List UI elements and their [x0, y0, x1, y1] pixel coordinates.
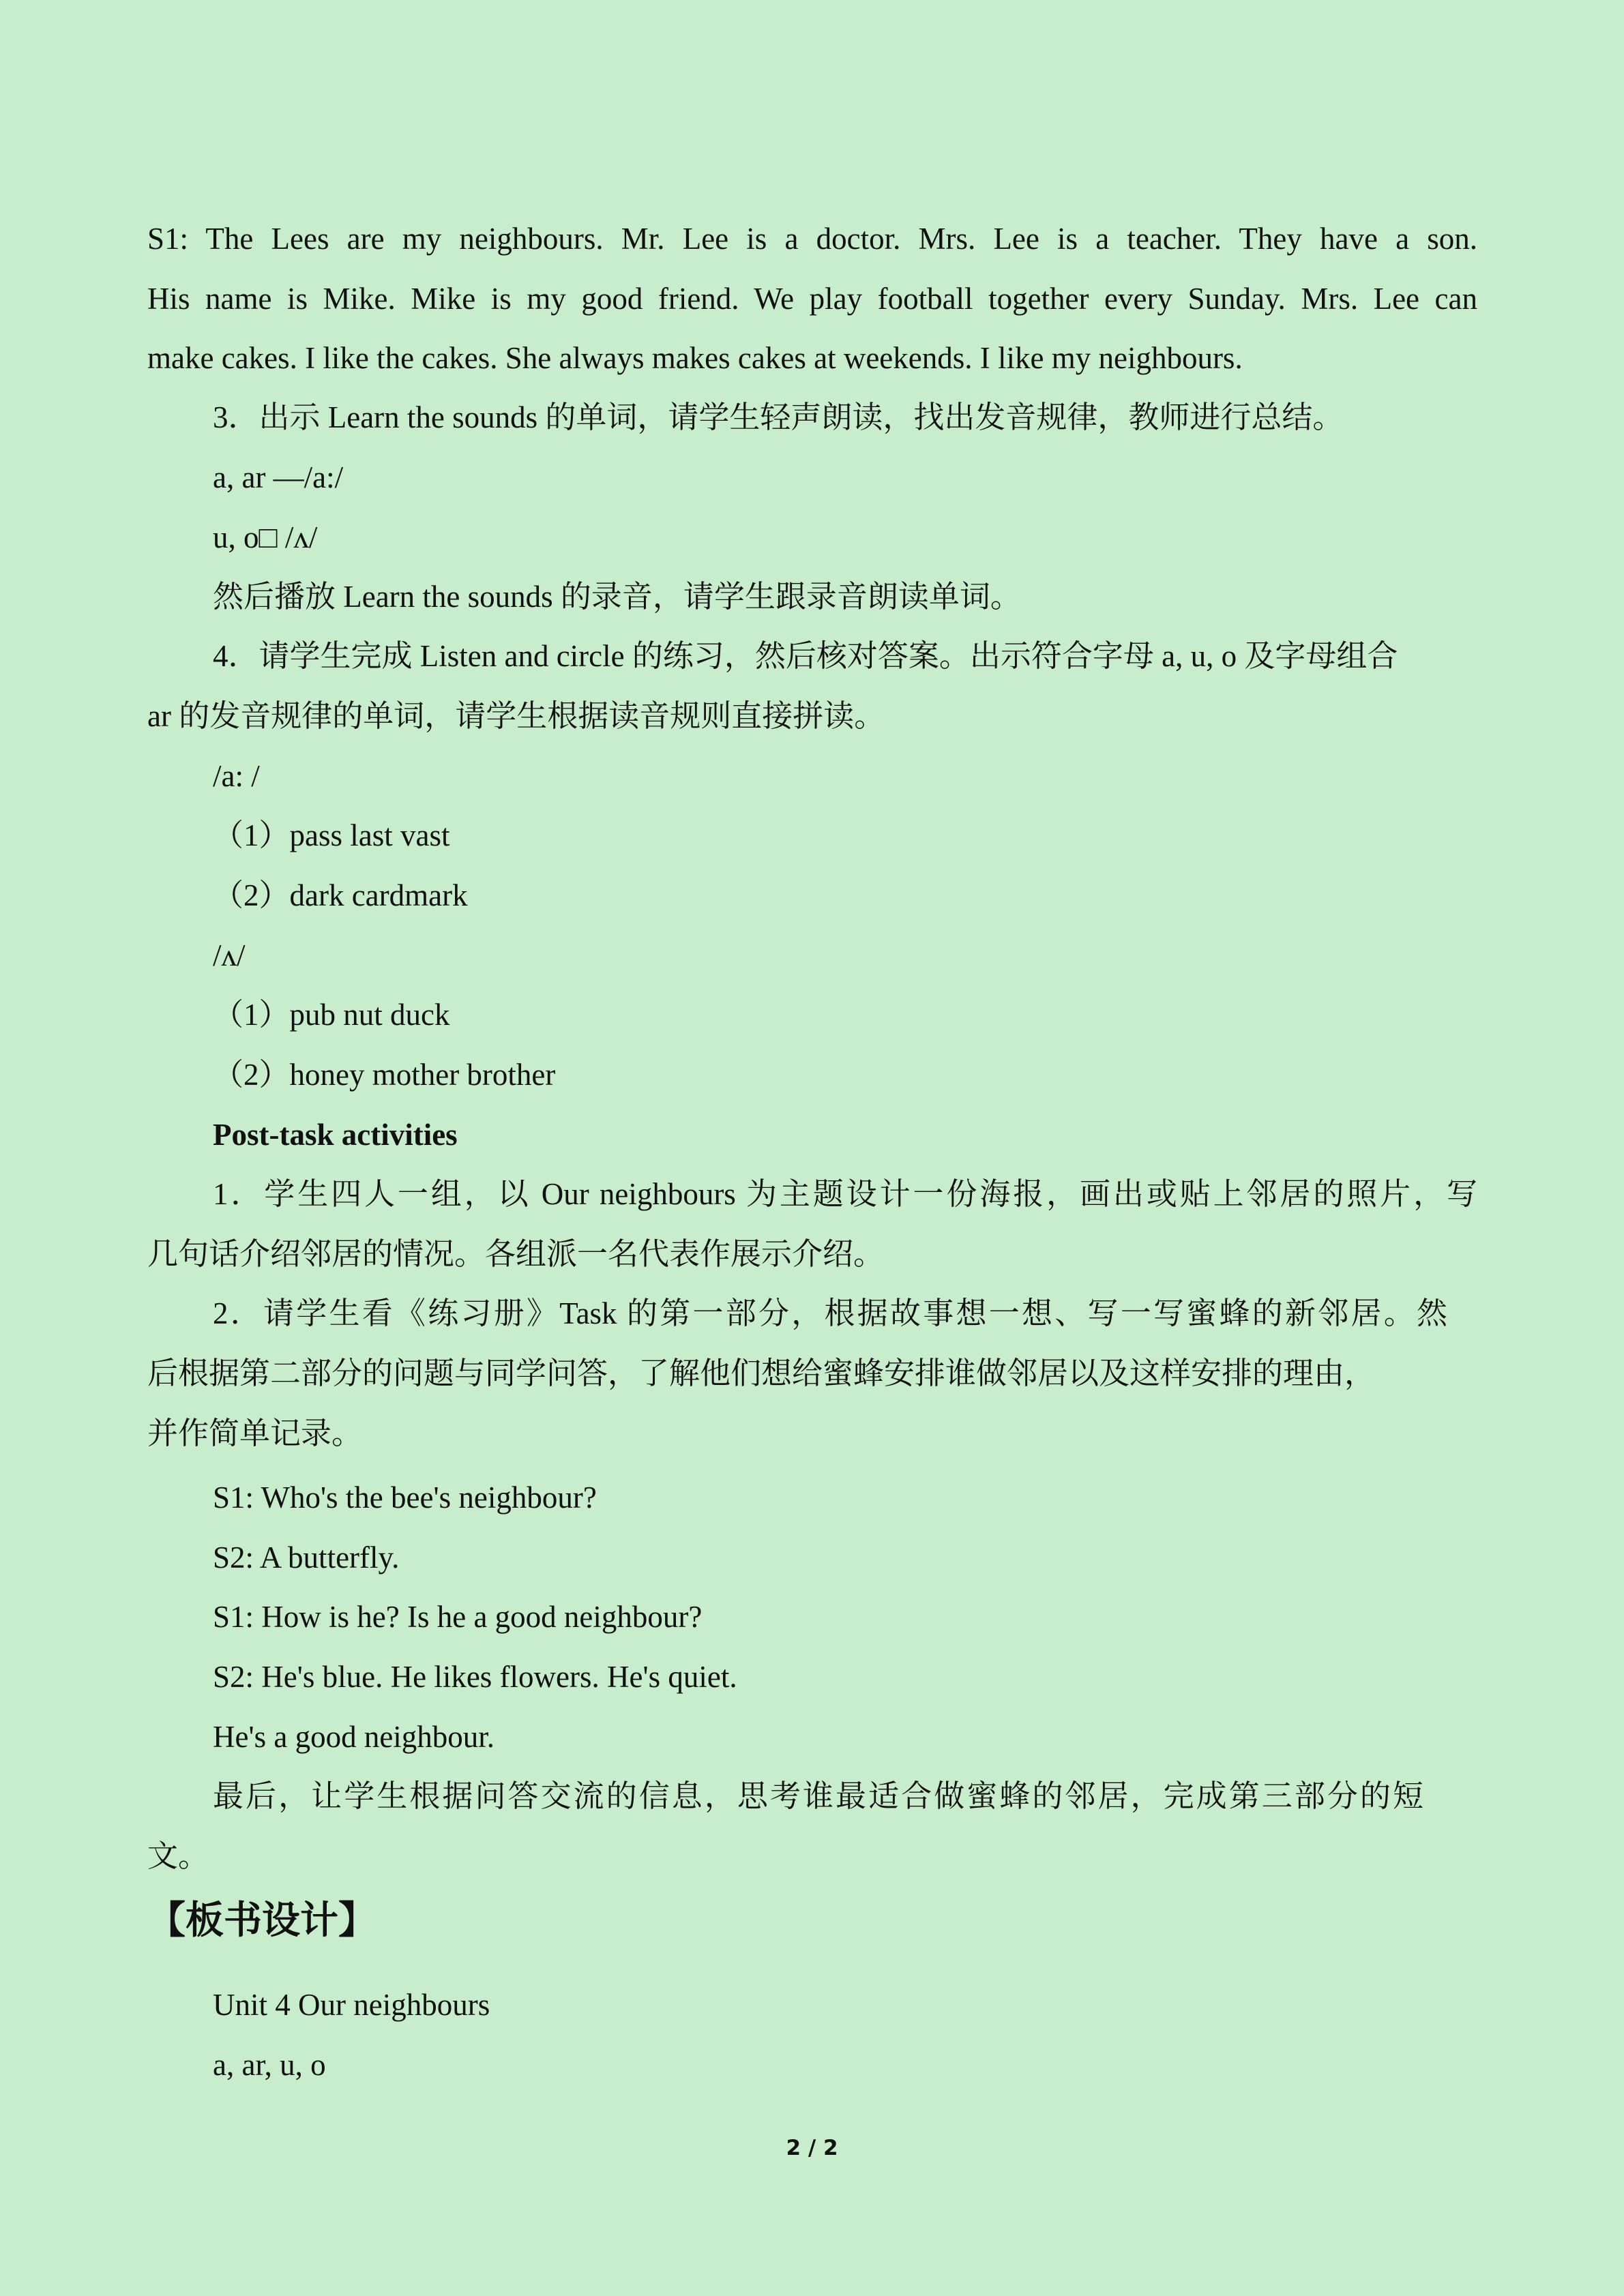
paragraph-line: 并作简单记录。	[147, 1416, 363, 1450]
paragraph-line: 几句话介绍邻居的情况。各组派一名代表作展示介绍。	[147, 1237, 885, 1271]
page-number: 2 / 2	[786, 2136, 838, 2160]
paragraph-line: 文。	[147, 1839, 209, 1873]
subsection-title: Post-task activities	[213, 1118, 458, 1152]
paragraph-line: 1．学生四人一组，以 Our neighbours 为主题设计一份海报，画出或贴上邻居的照片，写	[213, 1177, 1477, 1211]
paragraph-line: ar 的发音规律的单词，请学生根据读音规则直接拼读。	[147, 699, 885, 733]
paragraph-line: make cakes. I like the cakes. She always makes cakes at weekends. I like my neighbours.	[147, 341, 1243, 375]
dialogue-line: S2: A butterfly.	[213, 1540, 400, 1575]
word-list-item: （1）pass last vast	[213, 818, 450, 852]
dialogue-line: S1: How is he? Is he a good neighbour?	[213, 1600, 703, 1634]
paragraph-line: u, o□ /ʌ/	[213, 520, 318, 554]
paragraph-line: 2．请学生看《练习册》Task 的第一部分，根据故事想一想、写一写蜜蜂的新邻居。然	[213, 1296, 1447, 1330]
paragraph-line: His name is Mike. Mike is my good friend. We play football together every Sunday. Mrs. Lee can	[147, 282, 1477, 316]
board-design-line: Unit 4 Our neighbours	[213, 1988, 490, 2022]
word-list-item: （2）honey mother brother	[213, 1058, 556, 1092]
paragraph-line: 最后，让学生根据问答交流的信息，思考谁最适合做蜜蜂的邻居，完成第三部分的短	[213, 1779, 1423, 1813]
word-list-item: （2）dark cardmark	[213, 878, 468, 912]
paragraph-line: 3．出示 Learn the sounds 的单词，请学生轻声朗读，找出发音规律，教师进行总结。	[213, 400, 1344, 434]
word-list-item: （1）pub nut duck	[213, 998, 450, 1032]
dialogue-line: S2: He's blue. He likes flowers. He's quiet.	[213, 1660, 737, 1694]
paragraph-line: 后根据第二部分的问题与同学问答，了解他们想给蜜蜂安排谁做邻居以及这样安排的理由，	[147, 1356, 1376, 1390]
phonetic-label: /ʌ/	[213, 938, 246, 972]
paragraph-line: 然后播放 Learn the sounds 的录音，请学生跟录音朗读单词。	[213, 580, 1021, 614]
section-heading: 【板书设计】	[147, 1900, 377, 1942]
board-design-line: a, ar, u, o	[213, 2048, 326, 2082]
paragraph-line: 4．请学生完成 Listen and circle 的练习，然后核对答案。出示符合字母 a, u, o 及字母组合	[213, 639, 1398, 673]
dialogue-line: He's a good neighbour.	[213, 1720, 495, 1754]
paragraph-line: a, ar —/a:/	[213, 460, 344, 494]
paragraph-line: S1: The Lees are my neighbours. Mr. Lee is a doctor. Mrs. Lee is a teacher. They have a son.	[147, 222, 1477, 256]
phonetic-label: /a: /	[213, 759, 260, 793]
dialogue-line: S1: Who's the bee's neighbour?	[213, 1480, 597, 1515]
